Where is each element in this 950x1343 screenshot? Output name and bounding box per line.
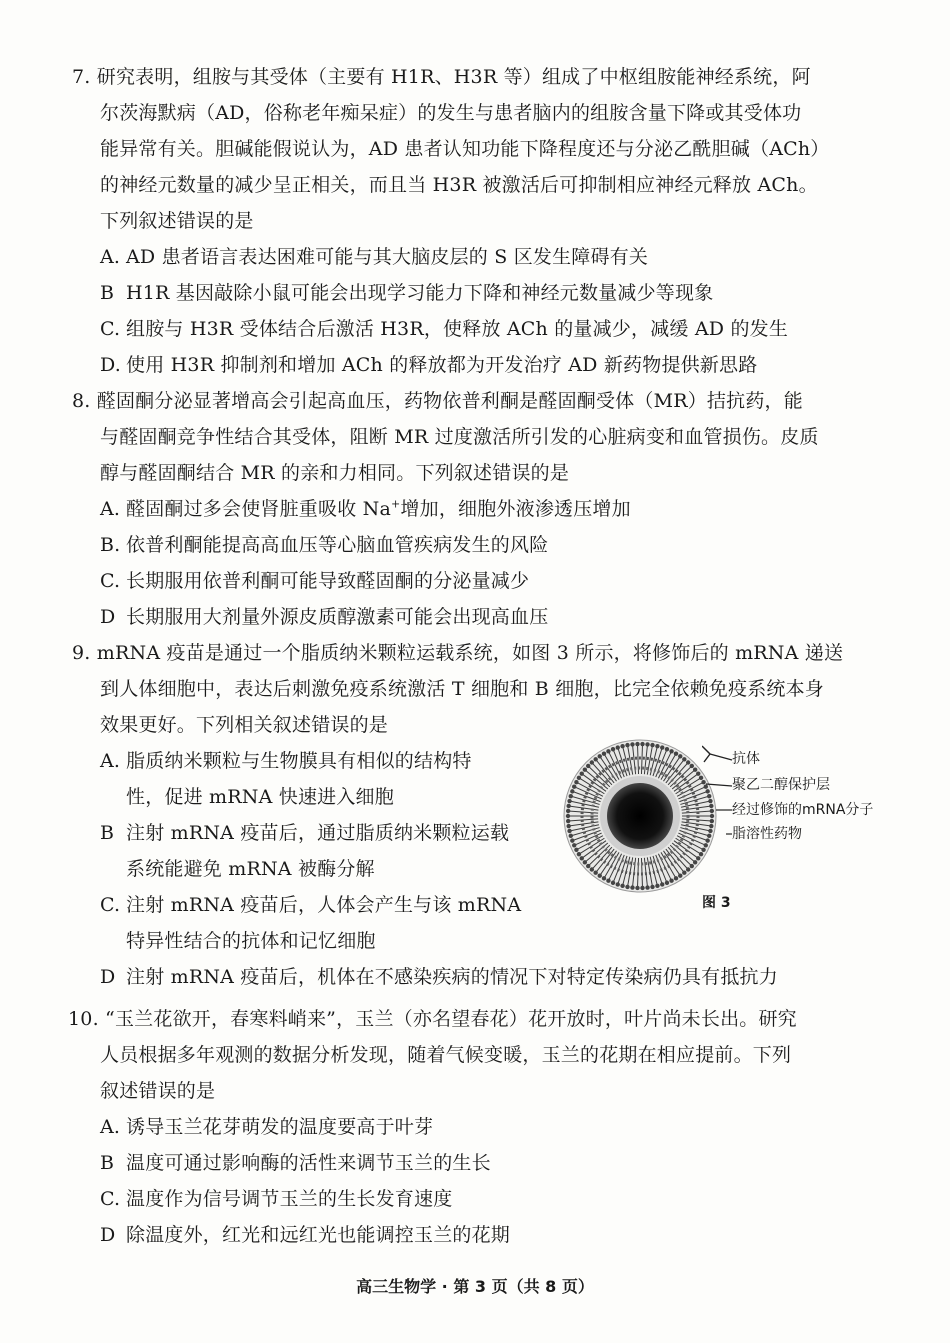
- q9-option-a-line2: 性，促进 mRNA 快速进入细胞: [126, 786, 394, 808]
- option-letter: A.: [100, 246, 121, 268]
- lipid-head: [577, 852, 581, 856]
- q10-option-a: [100, 1114, 433, 1140]
- option-text: 长期服用依普利酮可能导致醛固酮的分泌量减少: [126, 570, 530, 592]
- lipid-head: [696, 856, 700, 860]
- option-text: 脂质纳米颗粒与生物膜具有相似的结构特: [126, 750, 472, 772]
- mrna-core: [607, 783, 673, 849]
- lipid-head: [593, 757, 597, 761]
- q10-option-b: [100, 1150, 491, 1176]
- lipid-head: [690, 864, 694, 868]
- lipid-head: [665, 747, 669, 751]
- lipid-head: [686, 867, 690, 871]
- option-text: 除温度外，红光和远红光也能调控玉兰的花期: [126, 1224, 511, 1246]
- lipid-head: [650, 885, 654, 889]
- lipid-head: [630, 742, 634, 746]
- lipid-head: [696, 771, 700, 775]
- lipid-head: [655, 884, 659, 888]
- lipid-head: [674, 876, 678, 880]
- lipid-head: [580, 771, 584, 775]
- lipid-head: [590, 760, 594, 764]
- lipid-head: [620, 744, 624, 748]
- option-text: 注射 mRNA 疫苗后，人体会产生与该 mRNA: [126, 894, 522, 916]
- q7-stem-line4: 的神经元数量的减少呈正相关，而且当 H3R 被激活后可抑制相应神经元释放 ACh。: [100, 174, 818, 196]
- lipid-head: [583, 768, 587, 772]
- lipid-head: [669, 879, 673, 883]
- option-text-post: 增加，细胞外液渗透压增加: [400, 498, 631, 520]
- lipid-head: [580, 856, 584, 860]
- option-text: 诱导玉兰花芽萌发的温度要高于叶芽: [126, 1116, 434, 1138]
- lipid-head: [674, 751, 678, 755]
- lipid-head: [625, 743, 629, 747]
- q8-option-b: [100, 532, 548, 558]
- lipid-head: [660, 882, 664, 886]
- lipid-head: [678, 754, 682, 758]
- option-text: 长期服用大剂量外源皮质醇激素可能会出现高血压: [126, 606, 549, 628]
- lipid-head: [567, 804, 571, 808]
- label-lipid-soluble-drug: 脂溶性药物: [732, 826, 802, 842]
- lipid-head: [640, 886, 644, 890]
- lipid-head: [655, 744, 659, 748]
- lipid-head: [630, 885, 634, 889]
- q9-option-d: [100, 964, 778, 990]
- option-letter: C.: [100, 318, 121, 340]
- q10-stem-line3: 叙述错误的是: [100, 1080, 216, 1102]
- option-text: 依普利酮能提高高血压等心脑血管疾病发生的风险: [126, 534, 549, 556]
- option-text: 注射 mRNA 疫苗后，通过脂质纳米颗粒运载: [126, 822, 510, 844]
- q10-option-d: [100, 1222, 510, 1248]
- q8-option-a: [100, 496, 631, 522]
- lipid-head: [682, 757, 686, 761]
- q8-stem-line2: 与醛固酮竞争性结合其受体，阻断 MR 过度激活所引发的心脏病变和血管损伤。皮质: [100, 426, 819, 448]
- q9-stem-line2: 到人体细胞中，表达后刺激免疫系统激活 T 细胞和 B 细胞，比完全依赖免疫系统本身: [100, 678, 824, 700]
- q9-option-b-line1: [100, 820, 509, 846]
- lipid-head: [567, 829, 571, 833]
- q10-stem-line2: 人员根据多年观测的数据分析发现，随着气候变暖，玉兰的花期在相应提前。下列: [100, 1044, 792, 1066]
- lipid-head: [693, 860, 697, 864]
- lipid-head: [577, 776, 581, 780]
- lipid-head: [586, 764, 590, 768]
- lipid-head: [606, 749, 610, 753]
- lipid-head: [606, 879, 610, 883]
- option-text: 注射 mRNA 疫苗后，机体在不感染疾病的情况下对特定传染病仍具有抵抗力: [126, 966, 778, 988]
- q10-stem-line1: 10. “玉兰花欲开，春寒料峭来”，玉兰（亦名望春花）花开放时，叶片尚未长出。研究: [68, 1008, 797, 1030]
- q8-stem-line3: 醇与醛固酮结合 MR 的亲和力相同。下列叙述错误的是: [100, 462, 570, 484]
- lipid-head: [566, 814, 570, 818]
- lipid-head: [569, 834, 573, 838]
- lipid-head: [567, 799, 571, 803]
- lipid-head: [570, 789, 574, 793]
- lipid-head: [620, 884, 624, 888]
- option-letter: B.: [100, 534, 121, 556]
- option-text: AD 患者语言表达困难可能与其大脑皮层的 S 区发生障碍有关: [126, 246, 649, 268]
- q9-stem-line3: 效果更好。下列相关叙述错误的是: [100, 714, 389, 736]
- q9-option-b-line2: 系统能避免 mRNA 被酶分解: [126, 858, 375, 880]
- page-footer: 高三生物学 · 第 3 页（共 8 页）: [356, 1277, 594, 1296]
- lipid-head: [598, 873, 602, 877]
- lipid-head: [598, 754, 602, 758]
- option-letter: D: [100, 606, 116, 628]
- option-letter: A.: [100, 498, 121, 520]
- option-text: H1R 基因敲除小鼠可能会出现学习能力下降和神经元数量减少等现象: [126, 282, 714, 304]
- option-letter: C.: [100, 894, 121, 916]
- lipid-head: [650, 743, 654, 747]
- lipid-head: [682, 871, 686, 875]
- lipid-head: [635, 742, 639, 746]
- q7-stem-line1: 7. 研究表明，组胺与其受体（主要有 H1R、H3R 等）组成了中枢组胺能神经系统，阿: [72, 66, 811, 88]
- q10-option-c: [100, 1186, 452, 1212]
- option-letter: B: [100, 1152, 115, 1174]
- option-text-pre: 醛固酮过多会使肾脏重吸收 Na: [126, 498, 391, 520]
- q8-stem-line1: 8. 醛固酮分泌显著增高会引起高血压，药物依普利酮是醛固酮受体（MR）拮抗药，能: [72, 390, 803, 412]
- lipid-nanoparticle-illustration: [562, 732, 722, 902]
- lipid-head: [583, 860, 587, 864]
- lipid-head: [693, 768, 697, 772]
- option-letter: D.: [100, 354, 121, 376]
- label-peg-layer: 聚乙二醇保护层: [732, 777, 830, 793]
- lipid-head: [569, 794, 573, 798]
- lipid-head: [566, 809, 570, 813]
- lipid-head: [645, 885, 649, 889]
- option-letter: B: [100, 822, 115, 844]
- q7-stem-line2: 尔茨海默病（AD，俗称老年痴呆症）的发生与患者脑内的组胺含量下降或其受体功: [100, 102, 802, 124]
- lipid-head: [574, 780, 578, 784]
- lipid-head: [611, 881, 615, 885]
- lipid-head: [590, 867, 594, 871]
- lipid-head: [669, 749, 673, 753]
- option-text: 使用 H3R 抑制剂和增加 ACh 的释放都为开发治疗 AD 新药物提供新思路: [126, 354, 758, 376]
- q7-stem-line3: 能异常有关。胆碱能假说认为，AD 患者认知功能下降程度还与分泌乙酰胆碱（ACh）: [100, 138, 830, 160]
- lipid-head: [574, 848, 578, 852]
- lipid-head: [660, 745, 664, 749]
- option-letter: D: [100, 966, 116, 988]
- lipid-head: [602, 876, 606, 880]
- lipid-head: [640, 742, 644, 746]
- lipid-head: [572, 785, 576, 789]
- q9-option-a-line1: [100, 748, 472, 774]
- lipid-head: [686, 760, 690, 764]
- option-letter: A.: [100, 750, 121, 772]
- q8-option-d: [100, 604, 548, 630]
- lipid-head: [572, 843, 576, 847]
- lipid-head: [616, 745, 620, 749]
- lipid-head: [616, 882, 620, 886]
- lipid-head: [586, 864, 590, 868]
- figure-3: [556, 728, 916, 918]
- q9-option-c-line2: 特异性结合的抗体和记忆细胞: [126, 930, 376, 952]
- label-modified-mrna: 经过修饰的mRNA分子: [732, 802, 874, 818]
- lipid-head: [570, 838, 574, 842]
- superscript-plus: +: [391, 497, 401, 511]
- figure-caption: 图 3: [702, 895, 731, 911]
- lipid-head: [625, 885, 629, 889]
- q7-option-d: [100, 352, 757, 378]
- lipid-head: [566, 819, 570, 823]
- option-letter: C.: [100, 1188, 121, 1210]
- lipid-head: [635, 886, 639, 890]
- q7-option-a: [100, 244, 648, 270]
- q8-option-c: [100, 568, 529, 594]
- label-antibody: 抗体: [732, 751, 760, 767]
- q9-option-c-line1: [100, 892, 521, 918]
- option-letter: C.: [100, 570, 121, 592]
- lipid-head: [678, 873, 682, 877]
- lipid-head: [611, 747, 615, 751]
- lipid-head: [690, 764, 694, 768]
- lipid-head: [593, 871, 597, 875]
- option-letter: A.: [100, 1116, 121, 1138]
- lipid-head: [602, 751, 606, 755]
- option-text: 温度作为信号调节玉兰的生长发育速度: [126, 1188, 453, 1210]
- option-letter: D: [100, 1224, 116, 1246]
- q9-stem-line1: 9. mRNA 疫苗是通过一个脂质纳米颗粒运载系统，如图 3 所示，将修饰后的 mRNA 递送: [72, 642, 844, 664]
- option-text: 组胺与 H3R 受体结合后激活 H3R，使释放 ACh 的量减少，减缓 AD 的发生: [126, 318, 789, 340]
- q7-option-b: [100, 280, 713, 306]
- lipid-head: [645, 742, 649, 746]
- lipid-head: [665, 881, 669, 885]
- q7-stem-line5: 下列叙述错误的是: [100, 210, 254, 232]
- q7-option-c: [100, 316, 788, 342]
- option-letter: B: [100, 282, 115, 304]
- lipid-head: [567, 824, 571, 828]
- option-text: 温度可通过影响酶的活性来调节玉兰的生长: [126, 1152, 491, 1174]
